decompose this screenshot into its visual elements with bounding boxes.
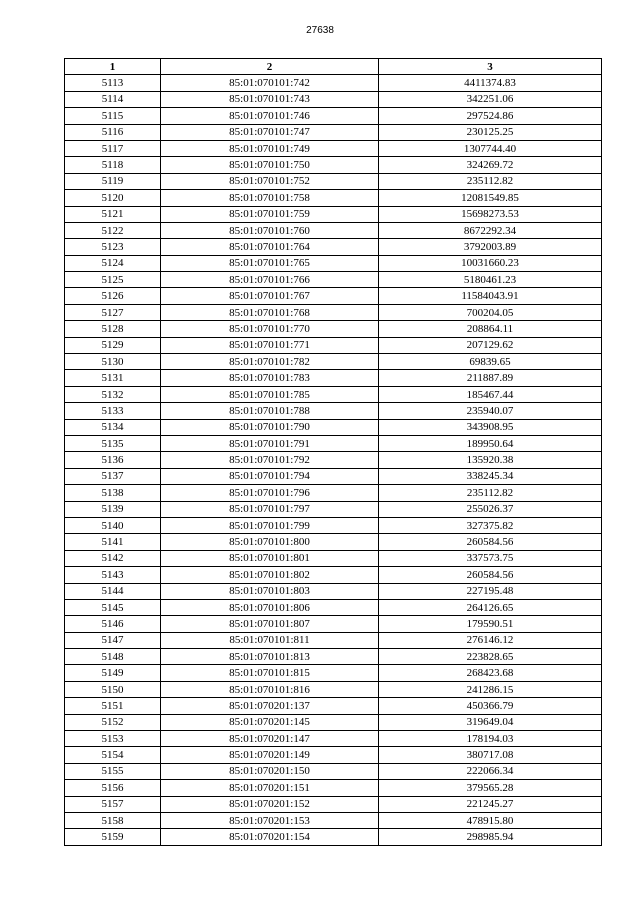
table-header-row xyxy=(65,59,602,75)
cadastral-value-cell: 185467.44 xyxy=(379,386,602,402)
cadastral-number-cell: 85:01:070201:152 xyxy=(161,796,379,812)
row-number-cell: 5154 xyxy=(65,747,161,763)
table-row xyxy=(65,550,602,566)
cadastral-value-cell: 3792003.89 xyxy=(379,239,602,255)
table-row xyxy=(65,403,602,419)
table-row xyxy=(65,288,602,304)
cadastral-number-cell: 85:01:070101:801 xyxy=(161,550,379,566)
cadastral-number-cell: 85:01:070101:807 xyxy=(161,616,379,632)
row-number-cell: 5121 xyxy=(65,206,161,222)
cadastral-value-cell: 8672292.34 xyxy=(379,222,602,238)
row-number-cell: 5137 xyxy=(65,468,161,484)
table-row xyxy=(65,616,602,632)
cadastral-value-cell: 12081549.85 xyxy=(379,190,602,206)
table-row xyxy=(65,321,602,337)
cadastral-value-cell: 222066.34 xyxy=(379,763,602,779)
table-row xyxy=(65,140,602,156)
cadastral-number-cell: 85:01:070101:816 xyxy=(161,681,379,697)
row-number-cell: 5153 xyxy=(65,731,161,747)
table-row xyxy=(65,468,602,484)
cadastral-value-cell: 235112.82 xyxy=(379,485,602,501)
row-number-cell: 5139 xyxy=(65,501,161,517)
cadastral-value-cell: 319649.04 xyxy=(379,714,602,730)
cadastral-value-cell: 10031660.23 xyxy=(379,255,602,271)
cadastral-value-cell: 5180461.23 xyxy=(379,272,602,288)
table-row xyxy=(65,763,602,779)
cadastral-value-cell: 298985.94 xyxy=(379,829,602,845)
cadastral-number-cell: 85:01:070101:766 xyxy=(161,272,379,288)
table-row xyxy=(65,731,602,747)
cadastral-value-cell: 179590.51 xyxy=(379,616,602,632)
table-row xyxy=(65,812,602,828)
column-header-1: 1 xyxy=(65,59,161,75)
row-number-cell: 5125 xyxy=(65,272,161,288)
cadastral-value-cell: 260584.56 xyxy=(379,534,602,550)
cadastral-number-cell: 85:01:070101:747 xyxy=(161,124,379,140)
table-row xyxy=(65,272,602,288)
row-number-cell: 5135 xyxy=(65,435,161,451)
row-number-cell: 5115 xyxy=(65,108,161,124)
cadastral-value-cell: 211887.89 xyxy=(379,370,602,386)
row-number-cell: 5113 xyxy=(65,75,161,91)
cadastral-number-cell: 85:01:070101:785 xyxy=(161,386,379,402)
cadastral-number-cell: 85:01:070101:813 xyxy=(161,649,379,665)
cadastral-number-cell: 85:01:070101:742 xyxy=(161,75,379,91)
row-number-cell: 5141 xyxy=(65,534,161,550)
table-row xyxy=(65,485,602,501)
table-row xyxy=(65,452,602,468)
table-row xyxy=(65,124,602,140)
row-number-cell: 5130 xyxy=(65,354,161,370)
table-row xyxy=(65,75,602,91)
cadastral-value-cell: 69839.65 xyxy=(379,354,602,370)
cadastral-value-cell: 276146.12 xyxy=(379,632,602,648)
cadastral-value-cell: 135920.38 xyxy=(379,452,602,468)
table-row xyxy=(65,190,602,206)
cadastral-number-cell: 85:01:070101:811 xyxy=(161,632,379,648)
table-row xyxy=(65,91,602,107)
row-number-cell: 5136 xyxy=(65,452,161,468)
row-number-cell: 5129 xyxy=(65,337,161,353)
cadastral-number-cell: 85:01:070101:797 xyxy=(161,501,379,517)
table-row xyxy=(65,747,602,763)
cadastral-value-cell: 15698273.53 xyxy=(379,206,602,222)
table-row xyxy=(65,222,602,238)
table-row xyxy=(65,206,602,222)
row-number-cell: 5150 xyxy=(65,681,161,697)
table-row xyxy=(65,239,602,255)
row-number-cell: 5144 xyxy=(65,583,161,599)
cadastral-number-cell: 85:01:070101:767 xyxy=(161,288,379,304)
cadastral-value-cell: 235112.82 xyxy=(379,173,602,189)
row-number-cell: 5152 xyxy=(65,714,161,730)
page-number: 27638 xyxy=(306,25,334,36)
table-row xyxy=(65,354,602,370)
cadastral-value-cell: 207129.62 xyxy=(379,337,602,353)
cadastral-number-cell: 85:01:070101:770 xyxy=(161,321,379,337)
table-body xyxy=(65,75,602,845)
table-row xyxy=(65,649,602,665)
row-number-cell: 5119 xyxy=(65,173,161,189)
cadastral-number-cell: 85:01:070101:790 xyxy=(161,419,379,435)
cadastral-number-cell: 85:01:070101:760 xyxy=(161,222,379,238)
cadastral-number-cell: 85:01:070201:153 xyxy=(161,812,379,828)
table-row xyxy=(65,632,602,648)
cadastral-value-cell: 221245.27 xyxy=(379,796,602,812)
row-number-cell: 5151 xyxy=(65,698,161,714)
cadastral-number-cell: 85:01:070201:147 xyxy=(161,731,379,747)
table-row xyxy=(65,780,602,796)
cadastral-value-cell: 189950.64 xyxy=(379,435,602,451)
cadastral-value-cell: 264126.65 xyxy=(379,599,602,615)
cadastral-value-cell: 11584043.91 xyxy=(379,288,602,304)
table-row xyxy=(65,517,602,533)
table-row xyxy=(65,534,602,550)
table-row xyxy=(65,419,602,435)
cadastral-number-cell: 85:01:070101:815 xyxy=(161,665,379,681)
cadastral-value-cell: 230125.25 xyxy=(379,124,602,140)
row-number-cell: 5146 xyxy=(65,616,161,632)
cadastral-number-cell: 85:01:070101:803 xyxy=(161,583,379,599)
row-number-cell: 5120 xyxy=(65,190,161,206)
table-row xyxy=(65,599,602,615)
table-row xyxy=(65,337,602,353)
table-row xyxy=(65,501,602,517)
cadastral-value-cell: 450366.79 xyxy=(379,698,602,714)
cadastral-value-cell: 342251.06 xyxy=(379,91,602,107)
cadastral-number-cell: 85:01:070201:150 xyxy=(161,763,379,779)
row-number-cell: 5156 xyxy=(65,780,161,796)
table-row xyxy=(65,304,602,320)
table-row xyxy=(65,108,602,124)
row-number-cell: 5133 xyxy=(65,403,161,419)
cadastral-value-cell: 337573.75 xyxy=(379,550,602,566)
row-number-cell: 5124 xyxy=(65,255,161,271)
cadastral-number-cell: 85:01:070201:154 xyxy=(161,829,379,845)
cadastral-value-cell: 338245.34 xyxy=(379,468,602,484)
table-row xyxy=(65,714,602,730)
cadastral-value-cell: 1307744.40 xyxy=(379,140,602,156)
table-row xyxy=(65,567,602,583)
cadastral-number-cell: 85:01:070101:771 xyxy=(161,337,379,353)
cadastral-value-cell: 260584.56 xyxy=(379,567,602,583)
cadastral-value-cell: 343908.95 xyxy=(379,419,602,435)
cadastral-number-cell: 85:01:070101:796 xyxy=(161,485,379,501)
row-number-cell: 5142 xyxy=(65,550,161,566)
row-number-cell: 5147 xyxy=(65,632,161,648)
cadastral-number-cell: 85:01:070101:750 xyxy=(161,157,379,173)
row-number-cell: 5149 xyxy=(65,665,161,681)
row-number-cell: 5118 xyxy=(65,157,161,173)
cadastral-number-cell: 85:01:070101:792 xyxy=(161,452,379,468)
cadastral-number-cell: 85:01:070101:791 xyxy=(161,435,379,451)
row-number-cell: 5132 xyxy=(65,386,161,402)
cadastral-value-table xyxy=(64,58,602,846)
cadastral-number-cell: 85:01:070201:151 xyxy=(161,780,379,796)
row-number-cell: 5143 xyxy=(65,567,161,583)
row-number-cell: 5114 xyxy=(65,91,161,107)
cadastral-number-cell: 85:01:070101:806 xyxy=(161,599,379,615)
row-number-cell: 5126 xyxy=(65,288,161,304)
cadastral-value-cell: 324269.72 xyxy=(379,157,602,173)
cadastral-number-cell: 85:01:070101:764 xyxy=(161,239,379,255)
row-number-cell: 5145 xyxy=(65,599,161,615)
row-number-cell: 5157 xyxy=(65,796,161,812)
table-row xyxy=(65,435,602,451)
cadastral-value-cell: 178194.03 xyxy=(379,731,602,747)
cadastral-value-cell: 208864.11 xyxy=(379,321,602,337)
cadastral-value-cell: 227195.48 xyxy=(379,583,602,599)
row-number-cell: 5155 xyxy=(65,763,161,779)
cadastral-number-cell: 85:01:070101:794 xyxy=(161,468,379,484)
column-header-3: 3 xyxy=(379,59,602,75)
cadastral-number-cell: 85:01:070101:752 xyxy=(161,173,379,189)
cadastral-number-cell: 85:01:070201:137 xyxy=(161,698,379,714)
cadastral-number-cell: 85:01:070101:749 xyxy=(161,140,379,156)
cadastral-value-cell: 255026.37 xyxy=(379,501,602,517)
table-row xyxy=(65,681,602,697)
row-number-cell: 5117 xyxy=(65,140,161,156)
table-row xyxy=(65,583,602,599)
table-row xyxy=(65,698,602,714)
table-row xyxy=(65,173,602,189)
cadastral-value-cell: 327375.82 xyxy=(379,517,602,533)
row-number-cell: 5148 xyxy=(65,649,161,665)
row-number-cell: 5158 xyxy=(65,812,161,828)
cadastral-value-cell: 241286.15 xyxy=(379,681,602,697)
row-number-cell: 5134 xyxy=(65,419,161,435)
table-row xyxy=(65,255,602,271)
row-number-cell: 5128 xyxy=(65,321,161,337)
column-header-2: 2 xyxy=(161,59,379,75)
row-number-cell: 5131 xyxy=(65,370,161,386)
row-number-cell: 5116 xyxy=(65,124,161,140)
cadastral-value-cell: 4411374.83 xyxy=(379,75,602,91)
table-row xyxy=(65,386,602,402)
row-number-cell: 5140 xyxy=(65,517,161,533)
cadastral-number-cell: 85:01:070201:145 xyxy=(161,714,379,730)
cadastral-number-cell: 85:01:070101:759 xyxy=(161,206,379,222)
row-number-cell: 5138 xyxy=(65,485,161,501)
table-row xyxy=(65,829,602,845)
cadastral-value-cell: 235940.07 xyxy=(379,403,602,419)
cadastral-number-cell: 85:01:070101:783 xyxy=(161,370,379,386)
cadastral-value-cell: 700204.05 xyxy=(379,304,602,320)
table-row xyxy=(65,665,602,681)
cadastral-value-cell: 379565.28 xyxy=(379,780,602,796)
cadastral-number-cell: 85:01:070101:799 xyxy=(161,517,379,533)
cadastral-number-cell: 85:01:070101:800 xyxy=(161,534,379,550)
cadastral-value-cell: 478915.80 xyxy=(379,812,602,828)
cadastral-number-cell: 85:01:070101:743 xyxy=(161,91,379,107)
cadastral-number-cell: 85:01:070101:765 xyxy=(161,255,379,271)
cadastral-number-cell: 85:01:070101:782 xyxy=(161,354,379,370)
cadastral-value-cell: 297524.86 xyxy=(379,108,602,124)
row-number-cell: 5159 xyxy=(65,829,161,845)
cadastral-number-cell: 85:01:070101:788 xyxy=(161,403,379,419)
cadastral-value-cell: 380717.08 xyxy=(379,747,602,763)
cadastral-value-cell: 268423.68 xyxy=(379,665,602,681)
row-number-cell: 5123 xyxy=(65,239,161,255)
table-row xyxy=(65,157,602,173)
table-row xyxy=(65,796,602,812)
cadastral-value-cell: 223828.65 xyxy=(379,649,602,665)
cadastral-number-cell: 85:01:070101:746 xyxy=(161,108,379,124)
cadastral-number-cell: 85:01:070101:802 xyxy=(161,567,379,583)
cadastral-number-cell: 85:01:070101:768 xyxy=(161,304,379,320)
cadastral-number-cell: 85:01:070201:149 xyxy=(161,747,379,763)
row-number-cell: 5122 xyxy=(65,222,161,238)
table-row xyxy=(65,370,602,386)
row-number-cell: 5127 xyxy=(65,304,161,320)
cadastral-number-cell: 85:01:070101:758 xyxy=(161,190,379,206)
